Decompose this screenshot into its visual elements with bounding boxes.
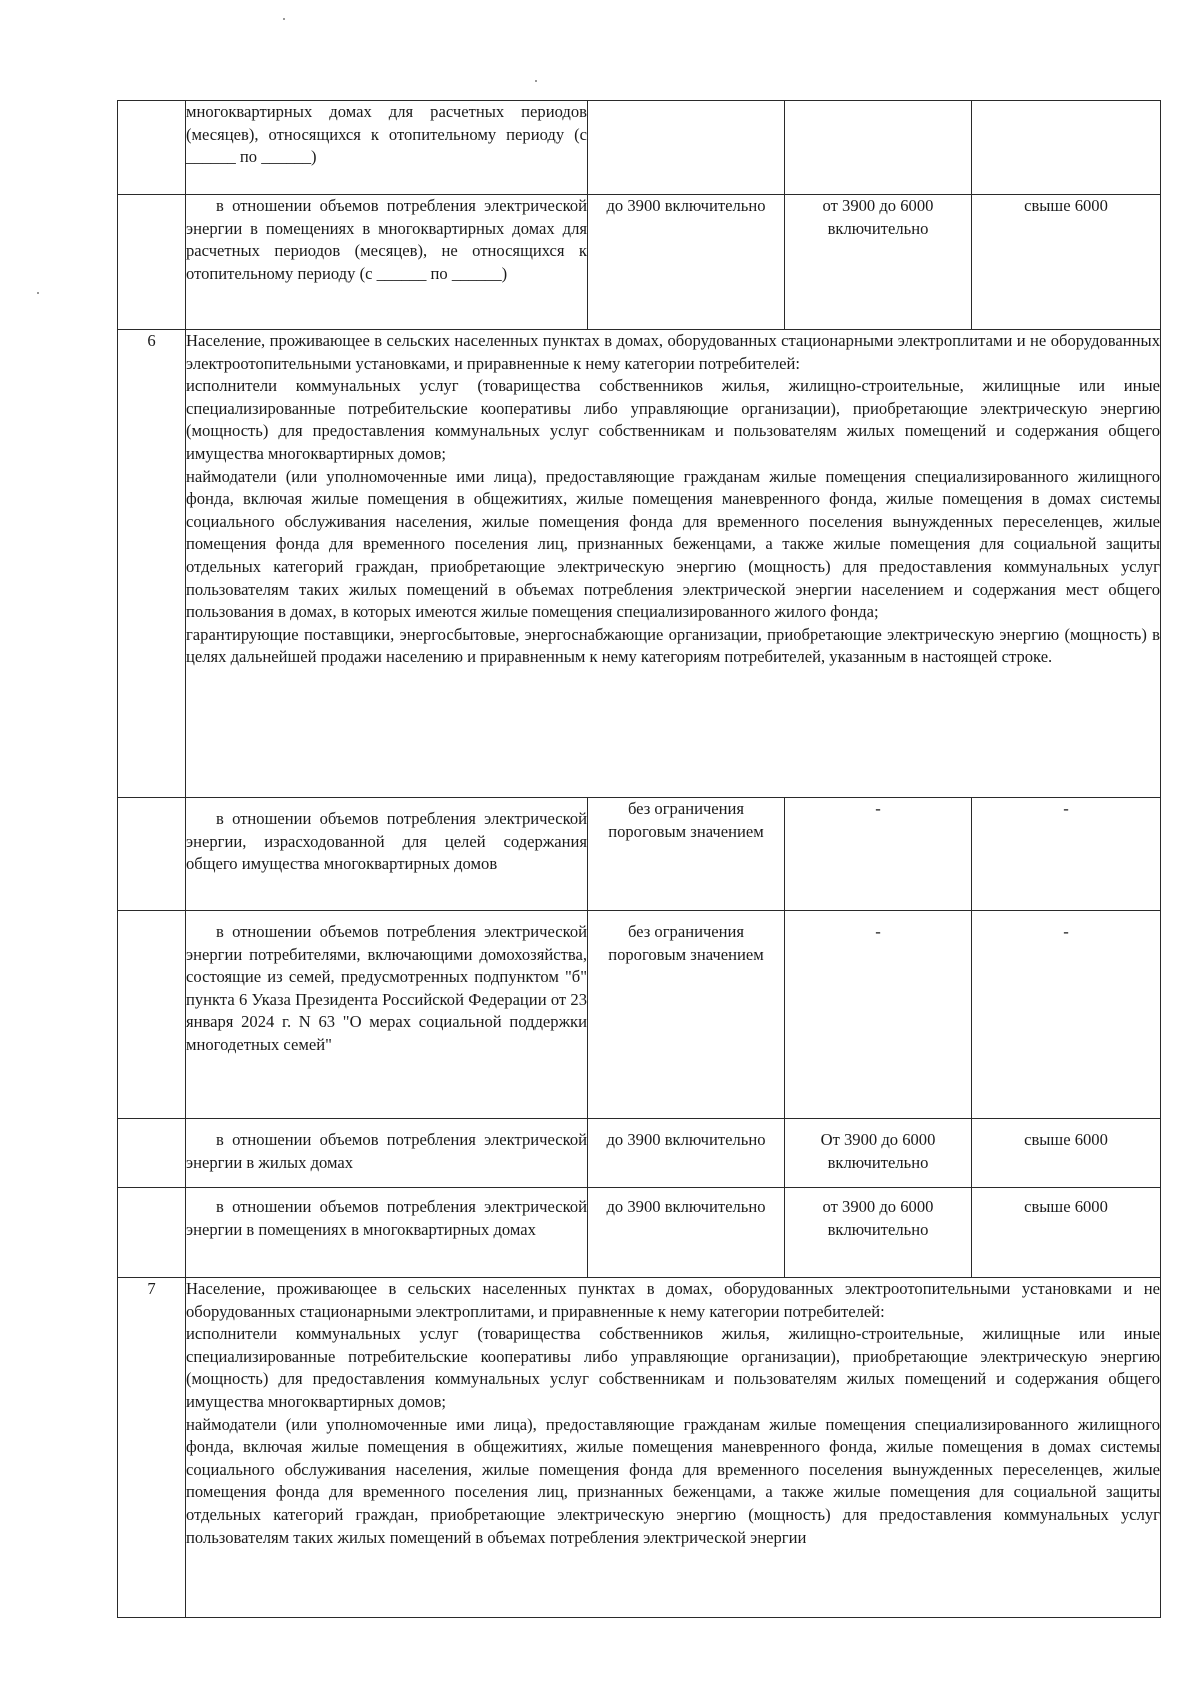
range-low-cell xyxy=(588,101,785,195)
range-low-cell: до 3900 включительно xyxy=(588,195,785,330)
range-mid-cell xyxy=(785,101,972,195)
table-row xyxy=(118,101,1161,195)
range-mid-cell: От 3900 до 6000 включительно xyxy=(785,1119,972,1188)
row-description: в отношении объемов потребления электрической энергии в жилых домах xyxy=(186,1119,588,1188)
section-paragraph: исполнители коммунальных услуг (товарищества собственников жилья, жилищно-строительные, жилищные или иные специализированные потребительские кооперативы либо управляющие организации), приобретающие электрическую энергию (мощность) для предоставления коммунальных услуг собственникам и пользователям жилых помещений и содержания общего имущества многоквартирных домов; xyxy=(186,1324,1160,1411)
range-low-cell: без ограничения пороговым значением xyxy=(588,798,785,911)
section-6-text xyxy=(186,330,1161,798)
section-paragraph: гарантирующие поставщики, энергосбытовые, энергоснабжающие организации, приобретающие электрическую энергию (мощность) в целях дальнейшей продажи населению и приравненным к нему категориям потребителей, указанным в настоящей строке. xyxy=(186,624,1160,667)
row-description: многоквартирных домах для расчетных периодов (месяцев), относящихся к отопительному периоду (с ______ по ______) xyxy=(186,101,588,195)
range-low-cell: без ограничения пороговым значением xyxy=(588,911,785,1119)
table-row xyxy=(118,195,1161,330)
table-row xyxy=(118,1188,1161,1278)
row-description: в отношении объемов потребления электрической энергии в помещениях в многоквартирных домах для расчетных периодов (месяцев), не относящихся к отопительному периоду (с ______ по ______) xyxy=(186,195,588,330)
range-low-cell: до 3900 включительно xyxy=(588,1119,785,1188)
section-paragraph: Население, проживающее в сельских населенных пунктах в домах, оборудованных стационарными электроплитами и не оборудованных электроотопительными установками, и приравненные к нему категории потребителей: xyxy=(186,331,1160,373)
section-paragraph: наймодатели (или уполномоченные ими лица), предоставляющие гражданам жилые помещения специализированного жилищного фонда, включая жилые помещения в общежитиях, жилые помещения маневренного фонда, жилые помещения в домах системы социального обслуживания населения, жилые помещения фонда для временного поселения вынужденных переселенцев, жилые помещения фонда для временного поселения лиц, признанных беженцами, а также жилые помещения для социальной защиты отдельных категорий граждан, приобретающие электрическую энергию (мощность) для предоставления коммунальных услуг пользователям таких жилых помещений в объемах потребления электрической энергии xyxy=(186,1414,1160,1547)
table-row-section-6 xyxy=(118,330,1161,798)
table-row xyxy=(118,1119,1161,1188)
row-number-cell xyxy=(118,101,186,195)
range-high-cell: свыше 6000 xyxy=(972,195,1161,330)
range-high-cell: - xyxy=(972,911,1161,1119)
range-mid-cell: от 3900 до 6000 включительно xyxy=(785,1188,972,1278)
range-mid-cell: - xyxy=(785,798,972,911)
range-high-cell xyxy=(972,101,1161,195)
row-number-cell xyxy=(118,1119,186,1188)
section-paragraph: Население, проживающее в сельских населенных пунктах в домах, оборудованных электроотопительными установками и не оборудованных стационарными электроплитами, и приравненные к нему категории потребителей: xyxy=(186,1279,1160,1321)
row-number-cell xyxy=(118,911,186,1119)
range-high-cell: свыше 6000 xyxy=(972,1119,1161,1188)
table-row-section-7 xyxy=(118,1278,1161,1618)
row-number-cell xyxy=(118,195,186,330)
range-mid-cell: от 3900 до 6000 включительно xyxy=(785,195,972,330)
row-description: в отношении объемов потребления электрической энергии в помещениях в многоквартирных домах xyxy=(186,1188,588,1278)
range-high-cell: свыше 6000 xyxy=(972,1188,1161,1278)
table-row xyxy=(118,798,1161,911)
table-row xyxy=(118,911,1161,1119)
tariff-table xyxy=(117,100,1161,1618)
row-description: в отношении объемов потребления электрической энергии, израсходованной для целей содержания общего имущества многоквартирных домов xyxy=(186,798,588,911)
section-paragraph: наймодатели (или уполномоченные ими лица), предоставляющие гражданам жилые помещения специализированного жилищного фонда, включая жилые помещения в общежитиях, жилые помещения маневренного фонда, жилые помещения в домах системы социального обслуживания населения, жилые помещения фонда для временного поселения вынужденных переселенцев, жилые помещения фонда для временного поселения лиц, признанных беженцами, а также жилые помещения для социальной защиты отдельных категорий граждан, приобретающие электрическую энергию (мощность) для предоставления коммунальных услуг пользователям таких жилых помещений в объемах потребления электрической энергии населением и содержания мест общего пользования в домах, в которых имеются жилые помещения специализированного жилого фонда; xyxy=(186,466,1160,622)
section-paragraph: исполнители коммунальных услуг (товарищества собственников жилья, жилищно-строительные, жилищные или иные специализированные потребительские кооперативы либо управляющие организации), приобретающие электрическую энергию (мощность) для предоставления коммунальных услуг собственникам и пользователям жилых помещений и содержания общего имущества многоквартирных домов; xyxy=(186,376,1160,463)
row-description: в отношении объемов потребления электрической энергии потребителями, включающими домохозяйства, состоящие из семей, предусмотренных подпунктом "б" пункта 6 Указа Президента Российской Федерации от 23 января 2024 г. N 63 "О мерах социальной поддержки многодетных семей" xyxy=(186,911,588,1119)
range-mid-cell: - xyxy=(785,911,972,1119)
scan-speck xyxy=(535,80,537,82)
row-number-cell xyxy=(118,798,186,911)
range-high-cell: - xyxy=(972,798,1161,911)
row-number-cell: 6 xyxy=(118,330,186,798)
row-number-cell: 7 xyxy=(118,1278,186,1618)
scan-speck xyxy=(37,292,39,294)
range-low-cell: до 3900 включительно xyxy=(588,1188,785,1278)
row-number-cell xyxy=(118,1188,186,1278)
section-7-text xyxy=(186,1278,1161,1618)
scan-speck xyxy=(283,18,285,20)
